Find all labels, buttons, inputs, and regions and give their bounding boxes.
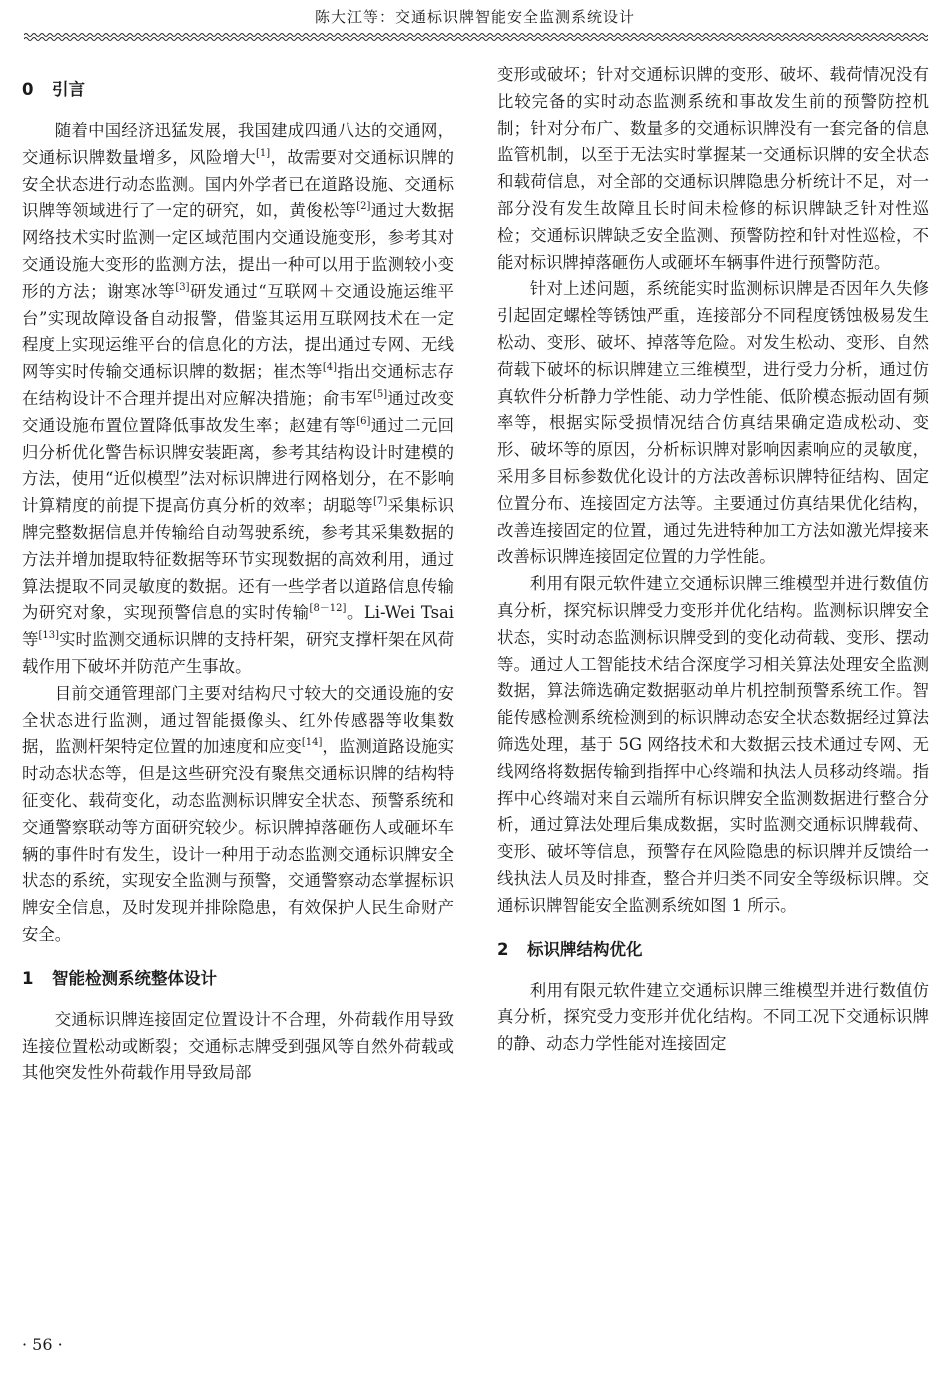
page-number: · 56 · [22, 1335, 63, 1354]
left-column [22, 72, 454, 1087]
section-heading-1 [22, 961, 454, 997]
running-head: 陈大江等：交通标识牌智能安全监测系统设计 [314, 8, 635, 26]
section1-paragraph-1-cont: 变形或破坏；针对交通标识牌的变形、破坏、载荷情况没有比较完备的实时动态监测系统和事故发生前的预警防控机制；针对分布广、数量多的交通标识牌没有一套完备的信息监管机制，以至于无法实时掌握某一交通标识牌的安全状态和载荷信息，对全部的交通标识牌隐患分析统计不足，对一部分没有发生故障且长时间未检修的标识牌缺乏针对性巡检；交通标识牌缺乏安全监测、预警防控和针对性巡检，不能对标识牌掉落砸伤人或砸坏车辆事件进行预警防范。 [497, 65, 929, 272]
right-column [497, 62, 929, 1058]
intro-paragraph-1: 随着中国经济迅猛发展，我国建成四通八达的交通网，交通标识牌数量增多，风险增大[1]，故需要对交通标识牌的安全状态进行动态监测。国内外学者已在道路设施、交通标识牌等领域进行了一定的研究，如，黄俊松等[2]通过大数据网络技术实时监测一定区域范围内交通设施变形，参考其对交通设施大变形的监测方法，提出一种可以用于监测较小变形的方法；谢寒冰等[3]研发通过“互联网＋交通设施运维平台”实现故障设备自动报警，借鉴其运用互联网技术在一定程度上实现运维平台的信息化的方法，提出通过专网、无线网等实时传输交通标识牌的数据；崔杰等[4]指出交通标志存在结构设计不合理并提出对应解决措施；俞韦军[5]通过改变交通设施布置位置降低事故发生率；赵建有等[6]通过二元回归分析优化警告标识牌安装距离，参考其结构设计时建模的方法，使用“近似模型”法对标识牌进行网格划分，在不影响计算精度的前提下提高仿真分析的效率；胡聪等[7]采集标识牌完整数据信息并传输给自动驾驶系统，参考其采集数据的方法并增加提取特征数据等环节实现数据的高效利用，通过算法提取不同灵敏度的数据。还有一些学者以道路信息传输为研究对象，实现预警信息的实时传输[8－12]。Li-Wei Tsai 等[13]实时监测交通标识牌的支持杆架，研究支撑杆架在风荷载作用下破坏并防范产生事故。 [22, 121, 455, 676]
citation: [3] [175, 281, 190, 293]
citation: [13] [38, 630, 59, 642]
section-number: 2 [497, 939, 509, 959]
section-heading-2 [497, 932, 929, 968]
citation: [1] [255, 147, 271, 159]
citation: [8－12] [309, 603, 347, 615]
citation: [4] [322, 362, 338, 374]
citation: [5] [372, 388, 388, 400]
section1-paragraph-1-start: 交通标识牌连接固定位置设计不合理，外荷载作用导致连接位置松动或断裂；交通标志牌受到强风等自然外荷载或其他突发性外荷载作用导致局部 [22, 1009, 454, 1083]
section-title: 智能检测系统整体设计 [52, 968, 217, 988]
header-wavy-rule [24, 32, 928, 42]
citation: [7] [372, 496, 388, 508]
citation: [14] [301, 737, 323, 749]
section-title: 标识牌结构优化 [527, 939, 643, 959]
section-title: 引言 [52, 80, 85, 99]
section2-paragraph-1: 利用有限元软件建立交通标识牌三维模型并进行数值仿真分析，探究受力变形并优化结构。不同工况下交通标识牌的静、动态力学性能对连接固定 [497, 980, 929, 1054]
section-heading-intro [22, 72, 454, 108]
section1-paragraph-2: 针对上述问题，系统能实时监测标识牌是否因年久失修引起固定螺栓等锈蚀严重，连接部分不同程度锈蚀极易发生松动、变形、破坏、掉落等危险。对发生松动、变形、自然荷载下破坏的标识牌建立三维模型，进行受力分析，通过仿真软件分析静力学性能、动力学性能、低阶模态振动固有频率等，根据实际受损情况结合仿真结果确定造成松动、变形、破坏等的原因，分析标识牌对影响因素响应的灵敏度，采用多目标参数优化设计的方法改善标识牌特征结构、固定位置分布、连接固定方法等。主要通过仿真结果优化结构，改善连接固定的位置，通过先进特种加工方法如激光焊接来改善标识牌连接固定位置的力学性能。 [497, 279, 929, 567]
citation: [6] [356, 415, 371, 427]
section-number: 1 [22, 968, 34, 988]
section-number: 0 [22, 80, 34, 99]
intro-paragraph-2: 目前交通管理部门主要对结构尺寸较大的交通设施的安全状态进行监测，通过智能摄像头、红外传感器等收集数据，监测杆架特定位置的加速度和应变[14]，监测道路设施实时动态状态等，但是这些研究没有聚焦交通标识牌的结构特征变化、载荷变化，动态监测标识牌安全状态、预警系统和交通警察联动等方面研究较少。标识牌掉落砸伤人或砸坏车辆的事件时有发生，设计一种用于动态监测交通标识牌安全状态的系统，实现安全监测与预警，交通警察动态掌握标识牌安全信息，及时发现并排除隐患，有效保护人民生命财产安全。 [22, 683, 455, 944]
citation: [2] [356, 201, 371, 213]
section1-paragraph-3: 利用有限元软件建立交通标识牌三维模型并进行数值仿真分析，探究标识牌受力变形并优化结构。监测标识牌安全状态，实时动态监测标识牌受到的变化动荷载、变形、摆动等。通过人工智能技术结合深度学习相关算法处理安全监测数据，算法筛选确定数据驱动单片机控制预警系统工作。智能传感检测系统检测到的标识牌动态安全状态数据经过算法筛选处理，基于 5G 网络技术和大数据云技术通过专网、无线网络将数据传输到指挥中心终端和执法人员移动终端。指挥中心终端对来自云端所有标识牌安全监测数据进行整合分析，通过算法处理后集成数据，实时监测交通标识牌载荷、变形、破坏等信息，预警存在风险隐患的标识牌并反馈给一线执法人员及时排查，整合并归类不同安全等级标识牌。交通标识牌智能安全监测系统如图 1 所示。 [497, 574, 929, 915]
